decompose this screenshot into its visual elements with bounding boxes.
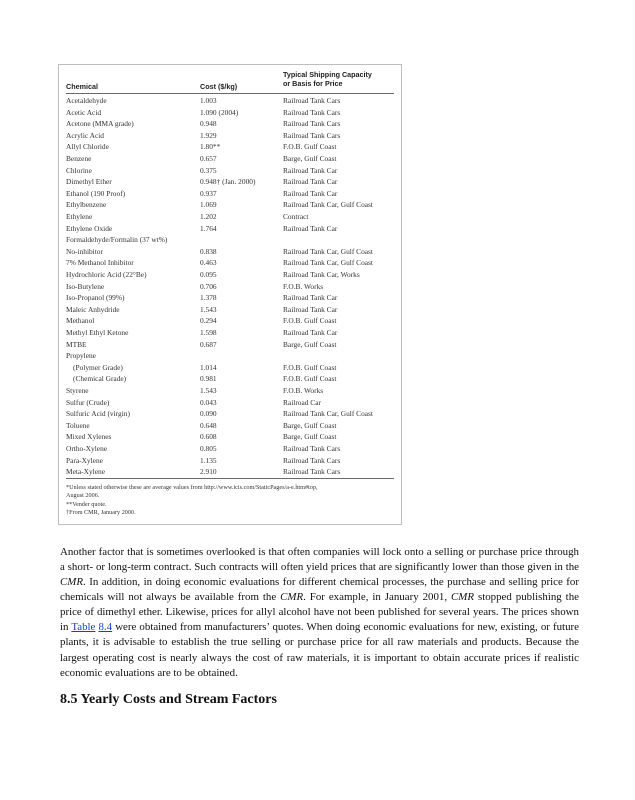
chemical-cell: (Chemical Grade) bbox=[73, 374, 127, 384]
body-paragraph bbox=[60, 545, 579, 681]
chemical-cell: Dimethyl Ether bbox=[66, 177, 112, 187]
basis-cell: Railroad Car bbox=[283, 397, 321, 407]
basis-cell: Railroad Tank Car bbox=[283, 223, 338, 233]
cost-cell: 2.910 bbox=[200, 467, 217, 477]
footnote: August 2006. bbox=[66, 492, 100, 500]
cost-cell: 1.378 bbox=[200, 293, 217, 303]
basis-cell: Railroad Tank Car bbox=[283, 188, 338, 198]
basis-cell: Contract bbox=[283, 212, 309, 221]
chemical-cell: Ethanol (190 Proof) bbox=[66, 188, 126, 198]
cost-cell: 0.090 bbox=[200, 409, 217, 419]
basis-cell: F.O.B. Gulf Coast bbox=[283, 142, 337, 152]
table-row bbox=[59, 397, 401, 409]
column-header-shipping-line2: or Basis for Price bbox=[283, 79, 343, 88]
basis-cell: Railroad Tank Cars bbox=[283, 455, 341, 465]
basis-cell: Railroad Tank Car bbox=[283, 165, 338, 175]
cost-cell: 1.929 bbox=[200, 130, 217, 140]
basis-cell: F.O.B. Works bbox=[283, 281, 324, 291]
cost-cell: 0.608 bbox=[200, 432, 217, 442]
chemical-cell: Iso-Propanol (99%) bbox=[66, 293, 125, 303]
chemical-cell: Ethylene Oxide bbox=[66, 223, 113, 233]
table-row bbox=[59, 269, 401, 281]
basis-cell: Railroad Tank Cars bbox=[283, 107, 341, 117]
cost-cell: 1.202 bbox=[200, 212, 217, 221]
chemical-cell: Acetic Acid bbox=[66, 107, 102, 117]
chemical-cell: Mixed Xylenes bbox=[66, 432, 112, 442]
chemical-cell: Methyl Ethyl Ketone bbox=[66, 328, 129, 337]
table-row bbox=[59, 234, 401, 246]
chemical-cell: Acetone (MMA grade) bbox=[66, 119, 134, 129]
chemical-cell: Acrylic Acid bbox=[66, 130, 104, 140]
table-row bbox=[59, 141, 401, 153]
chemical-cell: Ortho-Xylene bbox=[66, 444, 108, 453]
cost-cell: 1.135 bbox=[200, 455, 217, 465]
column-header-chemical: Chemical bbox=[66, 82, 98, 91]
table-row bbox=[59, 176, 401, 188]
table-row bbox=[59, 153, 401, 165]
chemical-cell: Sulfuric Acid (virgin) bbox=[66, 409, 130, 419]
text-run: stopped publishing the price of dimethyl ether. Likewise, prices for allyl alcohol have not been published for several years. The prices shown in bbox=[60, 591, 579, 634]
chemical-cell: No-inhibitor bbox=[66, 246, 103, 256]
chemical-cell: Acetaldehyde bbox=[66, 96, 107, 105]
chemical-cell: Benzene bbox=[66, 154, 92, 163]
basis-cell: Railroad Tank Car, Works bbox=[283, 270, 360, 279]
basis-cell: Railroad Tank Cars bbox=[283, 119, 341, 129]
table-row bbox=[59, 281, 401, 293]
chemical-cell: Chlorine bbox=[66, 165, 92, 175]
cost-cell: 0.948† (Jan. 2000) bbox=[200, 177, 256, 187]
table-row bbox=[59, 408, 401, 420]
table-row bbox=[59, 199, 401, 211]
chemical-cell: Para-Xylene bbox=[66, 455, 103, 465]
basis-cell: Barge, Gulf Coast bbox=[283, 432, 337, 442]
chemical-cell: Methanol bbox=[66, 316, 95, 326]
basis-cell: Railroad Tank Car bbox=[283, 177, 338, 187]
chemical-cell: (Polymer Grade) bbox=[73, 362, 123, 372]
table-row bbox=[59, 257, 401, 269]
cost-cell: 0.657 bbox=[200, 154, 217, 163]
table-row bbox=[59, 315, 401, 327]
cost-cell: 0.095 bbox=[200, 270, 217, 279]
table-row bbox=[59, 95, 401, 107]
table-row bbox=[59, 350, 401, 362]
footnote: *Unless stated otherwise these are average values from http://www.icis.com/StaticPages/a-e.htm#top, bbox=[66, 484, 318, 491]
table-row bbox=[59, 362, 401, 374]
basis-cell: Railroad Tank Car, Gulf Coast bbox=[283, 409, 373, 419]
cost-cell: 1.598 bbox=[200, 328, 217, 337]
table-number-link[interactable]: 8.4 bbox=[98, 621, 113, 634]
header-rule bbox=[66, 93, 394, 94]
chemical-cell: Meta-Xylene bbox=[66, 467, 105, 477]
basis-cell: F.O.B. Gulf Coast bbox=[283, 362, 337, 372]
basis-cell: F.O.B. Gulf Coast bbox=[283, 374, 337, 384]
chemical-cell: Ethylene bbox=[66, 212, 93, 221]
column-header-shipping bbox=[283, 70, 372, 88]
text-run: . In addition, in doing economic evaluations for different chemical processes, the purchase and selling price for chemicals will not always be available from the bbox=[60, 576, 579, 604]
column-header-shipping-line1: Typical Shipping Capacity bbox=[283, 70, 372, 79]
basis-cell: Railroad Tank Cars bbox=[283, 444, 341, 453]
table-row bbox=[59, 373, 401, 385]
basis-cell: Railroad Tank Cars bbox=[283, 467, 341, 477]
chemical-cell: Maleic Anhydride bbox=[66, 304, 120, 314]
cost-cell: 1.543 bbox=[200, 386, 217, 395]
footnote-rule bbox=[66, 478, 394, 479]
table-row bbox=[59, 385, 401, 397]
chemical-cell: MTBE bbox=[66, 339, 87, 349]
text-run: . For example, in January 2001, bbox=[303, 591, 452, 604]
basis-cell: F.O.B. Works bbox=[283, 386, 324, 395]
table-row bbox=[59, 118, 401, 130]
cmr-italic: CMR bbox=[451, 591, 475, 604]
cost-cell: 1.764 bbox=[200, 223, 217, 233]
table-row bbox=[59, 420, 401, 432]
cost-cell: 1.014 bbox=[200, 362, 217, 372]
chemical-cell: Sulfur (Crude) bbox=[66, 397, 110, 407]
cost-cell: 0.838 bbox=[200, 246, 217, 256]
basis-cell: Barge, Gulf Coast bbox=[283, 420, 337, 430]
cost-cell: 0.375 bbox=[200, 165, 217, 175]
chemical-cell: Styrene bbox=[66, 386, 89, 395]
cost-cell: 0.948 bbox=[200, 119, 217, 129]
cost-cell: 0.463 bbox=[200, 258, 217, 268]
basis-cell: Railroad Tank Car bbox=[283, 304, 338, 314]
chemical-cell: Hydrochloric Acid (22°Be) bbox=[66, 270, 147, 279]
table-row bbox=[59, 165, 401, 177]
cost-cell: 1.80** bbox=[200, 142, 221, 152]
table-row bbox=[59, 327, 401, 339]
cost-cell: 0.937 bbox=[200, 188, 217, 198]
table-link[interactable]: Table bbox=[71, 621, 96, 634]
table-row bbox=[59, 431, 401, 443]
basis-cell: Railroad Tank Car bbox=[283, 293, 338, 303]
basis-cell: Railroad Tank Cars bbox=[283, 96, 341, 105]
cost-cell: 1.069 bbox=[200, 200, 217, 210]
cost-cell: 0.706 bbox=[200, 281, 217, 291]
section-heading: 8.5 Yearly Costs and Stream Factors bbox=[60, 692, 277, 707]
cost-cell: 1.090 (2004) bbox=[200, 107, 239, 117]
basis-cell: Railroad Tank Car, Gulf Coast bbox=[283, 258, 373, 268]
chemical-cell: Formaldehyde/Formalin (37 wt%) bbox=[66, 235, 168, 245]
cost-cell: 0.648 bbox=[200, 420, 217, 430]
table-row bbox=[59, 246, 401, 258]
cost-cell: 1.543 bbox=[200, 304, 217, 314]
chemical-cell: Toluene bbox=[66, 420, 90, 430]
column-header-cost: Cost ($/kg) bbox=[200, 82, 238, 91]
cost-cell: 1.003 bbox=[200, 96, 217, 105]
text-run: Another factor that is sometimes overlooked is that often companies will lock onto a selling or purchase price through a short- or long-term contract. Such contracts will often yield prices that are significantly lower than those given in the bbox=[60, 545, 579, 573]
cost-cell: 0.805 bbox=[200, 444, 217, 453]
basis-cell: Railroad Tank Car, Gulf Coast bbox=[283, 200, 373, 210]
basis-cell: Railroad Tank Car, Gulf Coast bbox=[283, 246, 373, 256]
basis-cell: Railroad Tank Car bbox=[283, 328, 338, 337]
cost-cell: 0.294 bbox=[200, 316, 217, 326]
chemical-price-table bbox=[58, 64, 402, 525]
table-row bbox=[59, 466, 401, 478]
table-row bbox=[59, 107, 401, 119]
cmr-italic: CMR bbox=[60, 576, 83, 589]
chemical-cell: Allyl Chloride bbox=[66, 142, 109, 152]
table-row bbox=[59, 339, 401, 351]
basis-cell: Barge, Gulf Coast bbox=[283, 339, 337, 349]
basis-cell: Barge, Gulf Coast bbox=[283, 154, 337, 163]
basis-cell: F.O.B. Gulf Coast bbox=[283, 316, 337, 326]
footnote: **Vender quote. bbox=[66, 500, 107, 508]
cost-cell: 0.687 bbox=[200, 339, 217, 349]
basis-cell: Railroad Tank Cars bbox=[283, 130, 341, 140]
table-row bbox=[59, 455, 401, 467]
text-run: were obtained from manufacturers’ quotes. When doing economic evaluations for new, existing, or future plants, it is advisable to establish the true selling or purchase price for all raw materials and products. Because the largest operating cost is nearly always the cost of raw materials, it is important to obtain accurate prices if realistic economic evaluations are to be obtained. bbox=[60, 621, 579, 679]
cost-cell: 0.043 bbox=[200, 397, 217, 407]
table-row bbox=[59, 304, 401, 316]
footnote: †From CMR, January 2000. bbox=[66, 508, 136, 516]
table-row bbox=[59, 130, 401, 142]
cost-cell: 0.981 bbox=[200, 374, 217, 384]
chemical-cell: Ethylbenzene bbox=[66, 200, 107, 210]
table-row bbox=[59, 292, 401, 304]
table-footnotes bbox=[66, 484, 318, 517]
chemical-cell: Iso-Butylene bbox=[66, 281, 105, 291]
table-row bbox=[59, 211, 401, 223]
cmr-italic: CMR bbox=[280, 591, 304, 604]
chemical-cell: Propylene bbox=[66, 351, 96, 361]
chemical-cell: 7% Methanol Inhibitor bbox=[66, 258, 134, 268]
table-row bbox=[59, 223, 401, 235]
table-row bbox=[59, 188, 401, 200]
table-row bbox=[59, 443, 401, 455]
